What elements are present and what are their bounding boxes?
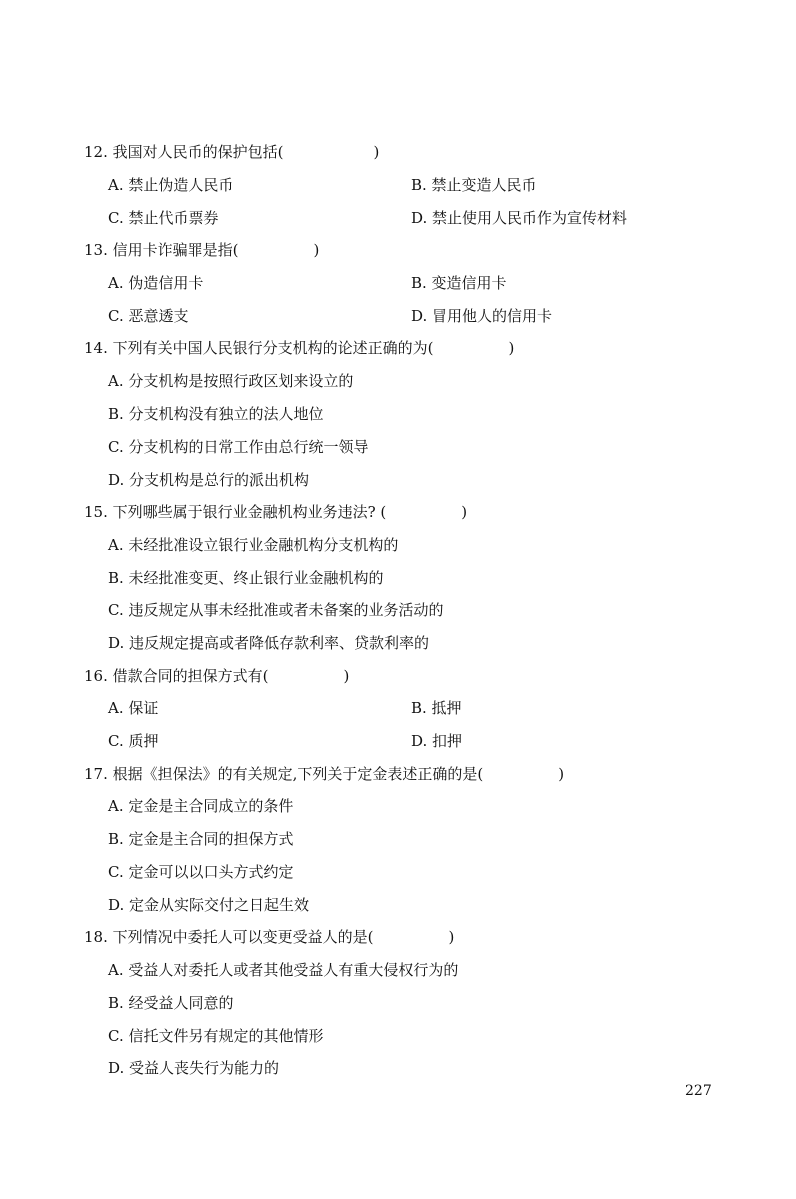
page-number: 227 <box>685 1083 712 1099</box>
question-12-option-d: D. 禁止使用人民币作为宣传材料 <box>411 209 628 227</box>
question-13-option-b: B. 变造信用卡 <box>411 274 507 292</box>
question-16-option-d: D. 扣押 <box>411 732 463 750</box>
question-15-option-b: B. 未经批准变更、终止银行业金融机构的 <box>108 569 384 587</box>
question-18-option-d: D. 受益人丧失行为能力的 <box>108 1059 280 1077</box>
question-13-option-c: C. 恶意透支 <box>108 307 189 325</box>
question-17-option-b: B. 定金是主合同的担保方式 <box>108 830 294 848</box>
question-12-option-c: C. 禁止代币票券 <box>108 209 219 227</box>
question-15-option-d: D. 违反规定提高或者降低存款利率、贷款利率的 <box>108 634 430 652</box>
question-15-option-c: C. 违反规定从事未经批准或者未备案的业务活动的 <box>108 601 444 619</box>
question-12-option-a: A. 禁止伪造人民币 <box>108 176 234 194</box>
question-18-option-c: C. 信托文件另有规定的其他情形 <box>108 1027 324 1045</box>
question-14-stem: 14. 下列有关中国人民银行分支机构的论述正确的为( ) <box>84 339 515 357</box>
question-18-option-a: A. 受益人对委托人或者其他受益人有重大侵权行为的 <box>108 961 459 979</box>
question-17-option-a: A. 定金是主合同成立的条件 <box>108 797 294 815</box>
question-16-stem: 16. 借款合同的担保方式有( ) <box>84 667 350 685</box>
question-17-option-c: C. 定金可以以口头方式约定 <box>108 863 294 881</box>
question-14-option-b: B. 分支机构没有独立的法人地位 <box>108 405 324 423</box>
question-17-stem: 17. 根据《担保法》的有关规定,下列关于定金表述正确的是( ) <box>84 765 565 783</box>
question-14-option-c: C. 分支机构的日常工作由总行统一领导 <box>108 438 369 456</box>
question-15-stem: 15. 下列哪些属于银行业金融机构业务违法? ( ) <box>84 503 468 521</box>
question-12-stem: 12. 我国对人民币的保护包括( ) <box>84 143 380 161</box>
question-18-option-b: B. 经受益人同意的 <box>108 994 234 1012</box>
question-16-option-b: B. 抵押 <box>411 699 462 717</box>
question-12-option-b: B. 禁止变造人民币 <box>411 176 537 194</box>
question-16-option-a: A. 保证 <box>108 699 159 717</box>
question-16-option-c: C. 质押 <box>108 732 159 750</box>
question-18-stem: 18. 下列情况中委托人可以变更受益人的是( ) <box>84 928 455 946</box>
question-13-option-a: A. 伪造信用卡 <box>108 274 204 292</box>
question-15-option-a: A. 未经批准设立银行业金融机构分支机构的 <box>108 536 399 554</box>
question-13-option-d: D. 冒用他人的信用卡 <box>411 307 553 325</box>
question-17-option-d: D. 定金从实际交付之日起生效 <box>108 896 310 914</box>
question-13-stem: 13. 信用卡诈骗罪是指( ) <box>84 241 320 259</box>
question-14-option-d: D. 分支机构是总行的派出机构 <box>108 471 310 489</box>
question-14-option-a: A. 分支机构是按照行政区划来设立的 <box>108 372 354 390</box>
